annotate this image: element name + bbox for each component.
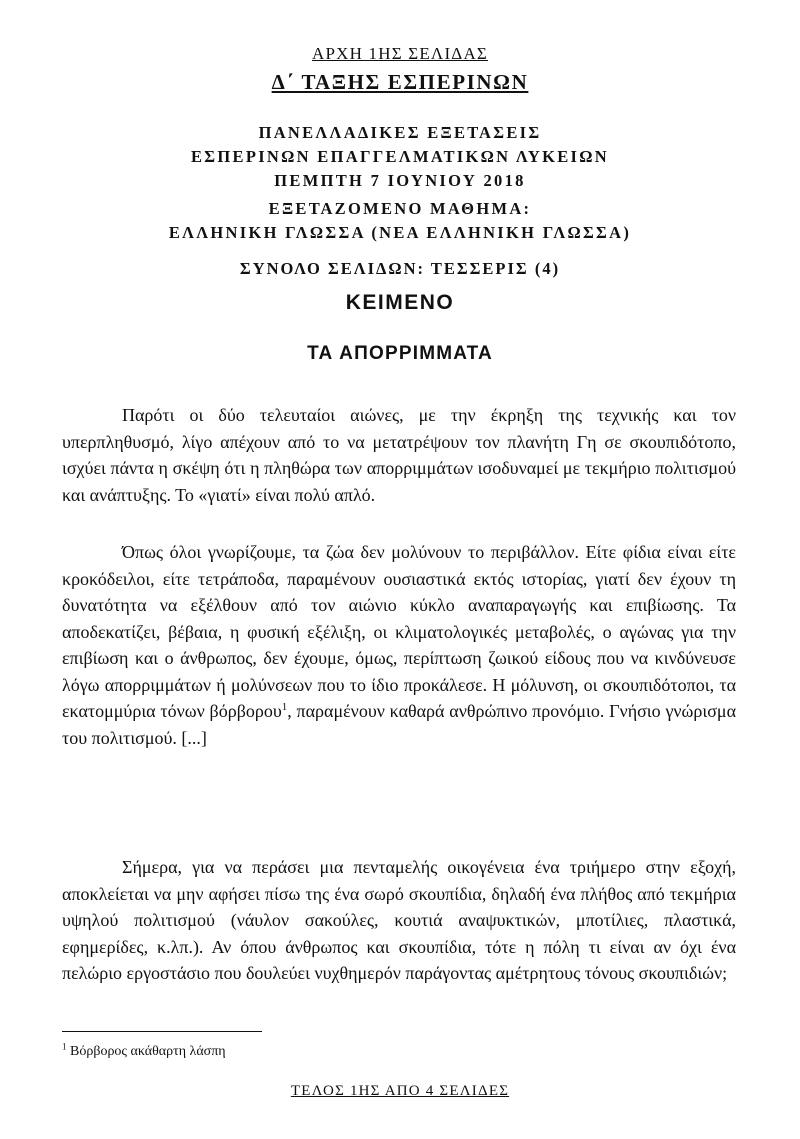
- subject-block: [0, 197, 800, 245]
- exam-info-block: [0, 121, 800, 193]
- exam-date: ΠΕΜΠΤΗ 7 ΙΟΥΝΙΟΥ 2018: [274, 171, 526, 190]
- paragraph-2-text: Όπως όλοι γνωρίζουμε, τα ζώα δεν μολύνουν το περιβάλλον. Είτε φίδια είναι είτε κροκόδειλοι, είτε τετράποδα, παραμένουν ουσιαστικά εκτός ιστορίας, γιατί δεν έχουν τη δυνατότητα να εξέλθουν από τον αιώνιο κύκλο αναπαραγωγής και επιβίωσης. Τα αποδεκατίζει, βέβαια, η φυσική εξέλιξη, οι κλιματολογικές μεταβολές, ο αγώνας για την επιβίωση και ο άνθρωπος, δεν έχουμε, όμως, περίπτωση ζωικού είδους που να κινδύνευσε λόγω απορριμμάτων ή μολύνσεων που το ίδιο προκάλεσε. Η μόλυνση, οι σκουπιδότοποι, τα εκατομμύρια τόνων βόρβορου: [62, 542, 736, 721]
- paragraph-1: Παρότι οι δύο τελευταίοι αιώνες, με την έκρηξη της τεχνικής και τον υπερπληθυσμό, λίγο απέχουν από το να μετατρέψουν τον πλανήτη Γη σε σκουπιδότοπο, ισχύει πάντα η σκέψη ότι η πληθώρα των απορριμμάτων ισοδυναμεί με τεκμήριο πολιτισμού και ανάπτυξης. Το «γιατί» είναι πολύ απλό.: [62, 405, 736, 505]
- paragraph-2-text-continued: , παραμένουν καθαρά ανθρώπινο προνόμιο. Γνήσιο γνώρισμα του πολιτισμού. [...]: [62, 701, 736, 748]
- footnote-reference: 1: [281, 701, 288, 713]
- page-start-marker: ΑΡΧΗ 1ΗΣ ΣΕΛΙΔΑΣ: [311, 44, 489, 63]
- footnote-mark: 1: [62, 1041, 67, 1052]
- paragraph-3: Σήμερα, για να περάσει μια πενταμελής οικογένεια ένα τριήμερο στην εξοχή, αποκλείεται να μην αφήσει πίσω της ένα σωρό σκουπίδια, δηλαδή ένα πλήθος από τεκμήρια υψηλού πολιτισμού (νάυλον σακούλες, κουτιά αναψυκτικών, μποτίλιες, πλαστικά, εφημερίδες, κ.λπ.). Αν όπου άνθρωπος και σκουπίδια, τότε η πόλη τι είναι αν όχι ένα πελώριο εργοστάσιο που δουλεύει νυχθημερόν παράγοντας αμέτρητους τόνους σκουπιδιών;: [62, 857, 736, 983]
- subject-label: ΕΞΕΤΑΖΟΜΕΝΟ ΜΑΘΗΜΑ:: [268, 199, 532, 218]
- footnote: [62, 1041, 226, 1060]
- footnote-text: Βόρβορος ακάθαρτη λάσπη: [66, 1044, 226, 1059]
- exam-line: ΠΑΝΕΛΛΑΔΙΚΕΣ ΕΞΕΤΑΣΕΙΣ: [258, 123, 542, 142]
- pages-total: ΣΥΝΟΛΟ ΣΕΛΙΔΩΝ: ΤΕΣΣΕΡΙΣ (4): [239, 259, 561, 278]
- footnote-separator: [62, 1031, 262, 1032]
- page-end-marker: ΤΕΛΟΣ 1ΗΣ ΑΠΟ 4 ΣΕΛΙΔΕΣ: [290, 1083, 510, 1099]
- text-title: ΤΑ ΑΠΟΡΡΙΜΜΑΤΑ: [307, 343, 493, 364]
- class-title: Δ΄ ΤΑΞΗΣ ΕΣΠΕΡΙΝΩΝ: [271, 70, 529, 94]
- paragraph-2: [62, 539, 736, 751]
- subject-name: ΕΛΛΗΝΙΚΗ ΓΛΩΣΣΑ (ΝΕΑ ΕΛΛΗΝΙΚΗ ΓΛΩΣΣΑ): [168, 223, 632, 242]
- section-heading: ΚΕΙΜΕΝΟ: [345, 291, 455, 314]
- exam-line: ΕΣΠΕΡΙΝΩΝ ΕΠΑΓΓΕΛΜΑΤΙΚΩΝ ΛΥΚΕΙΩΝ: [191, 147, 609, 166]
